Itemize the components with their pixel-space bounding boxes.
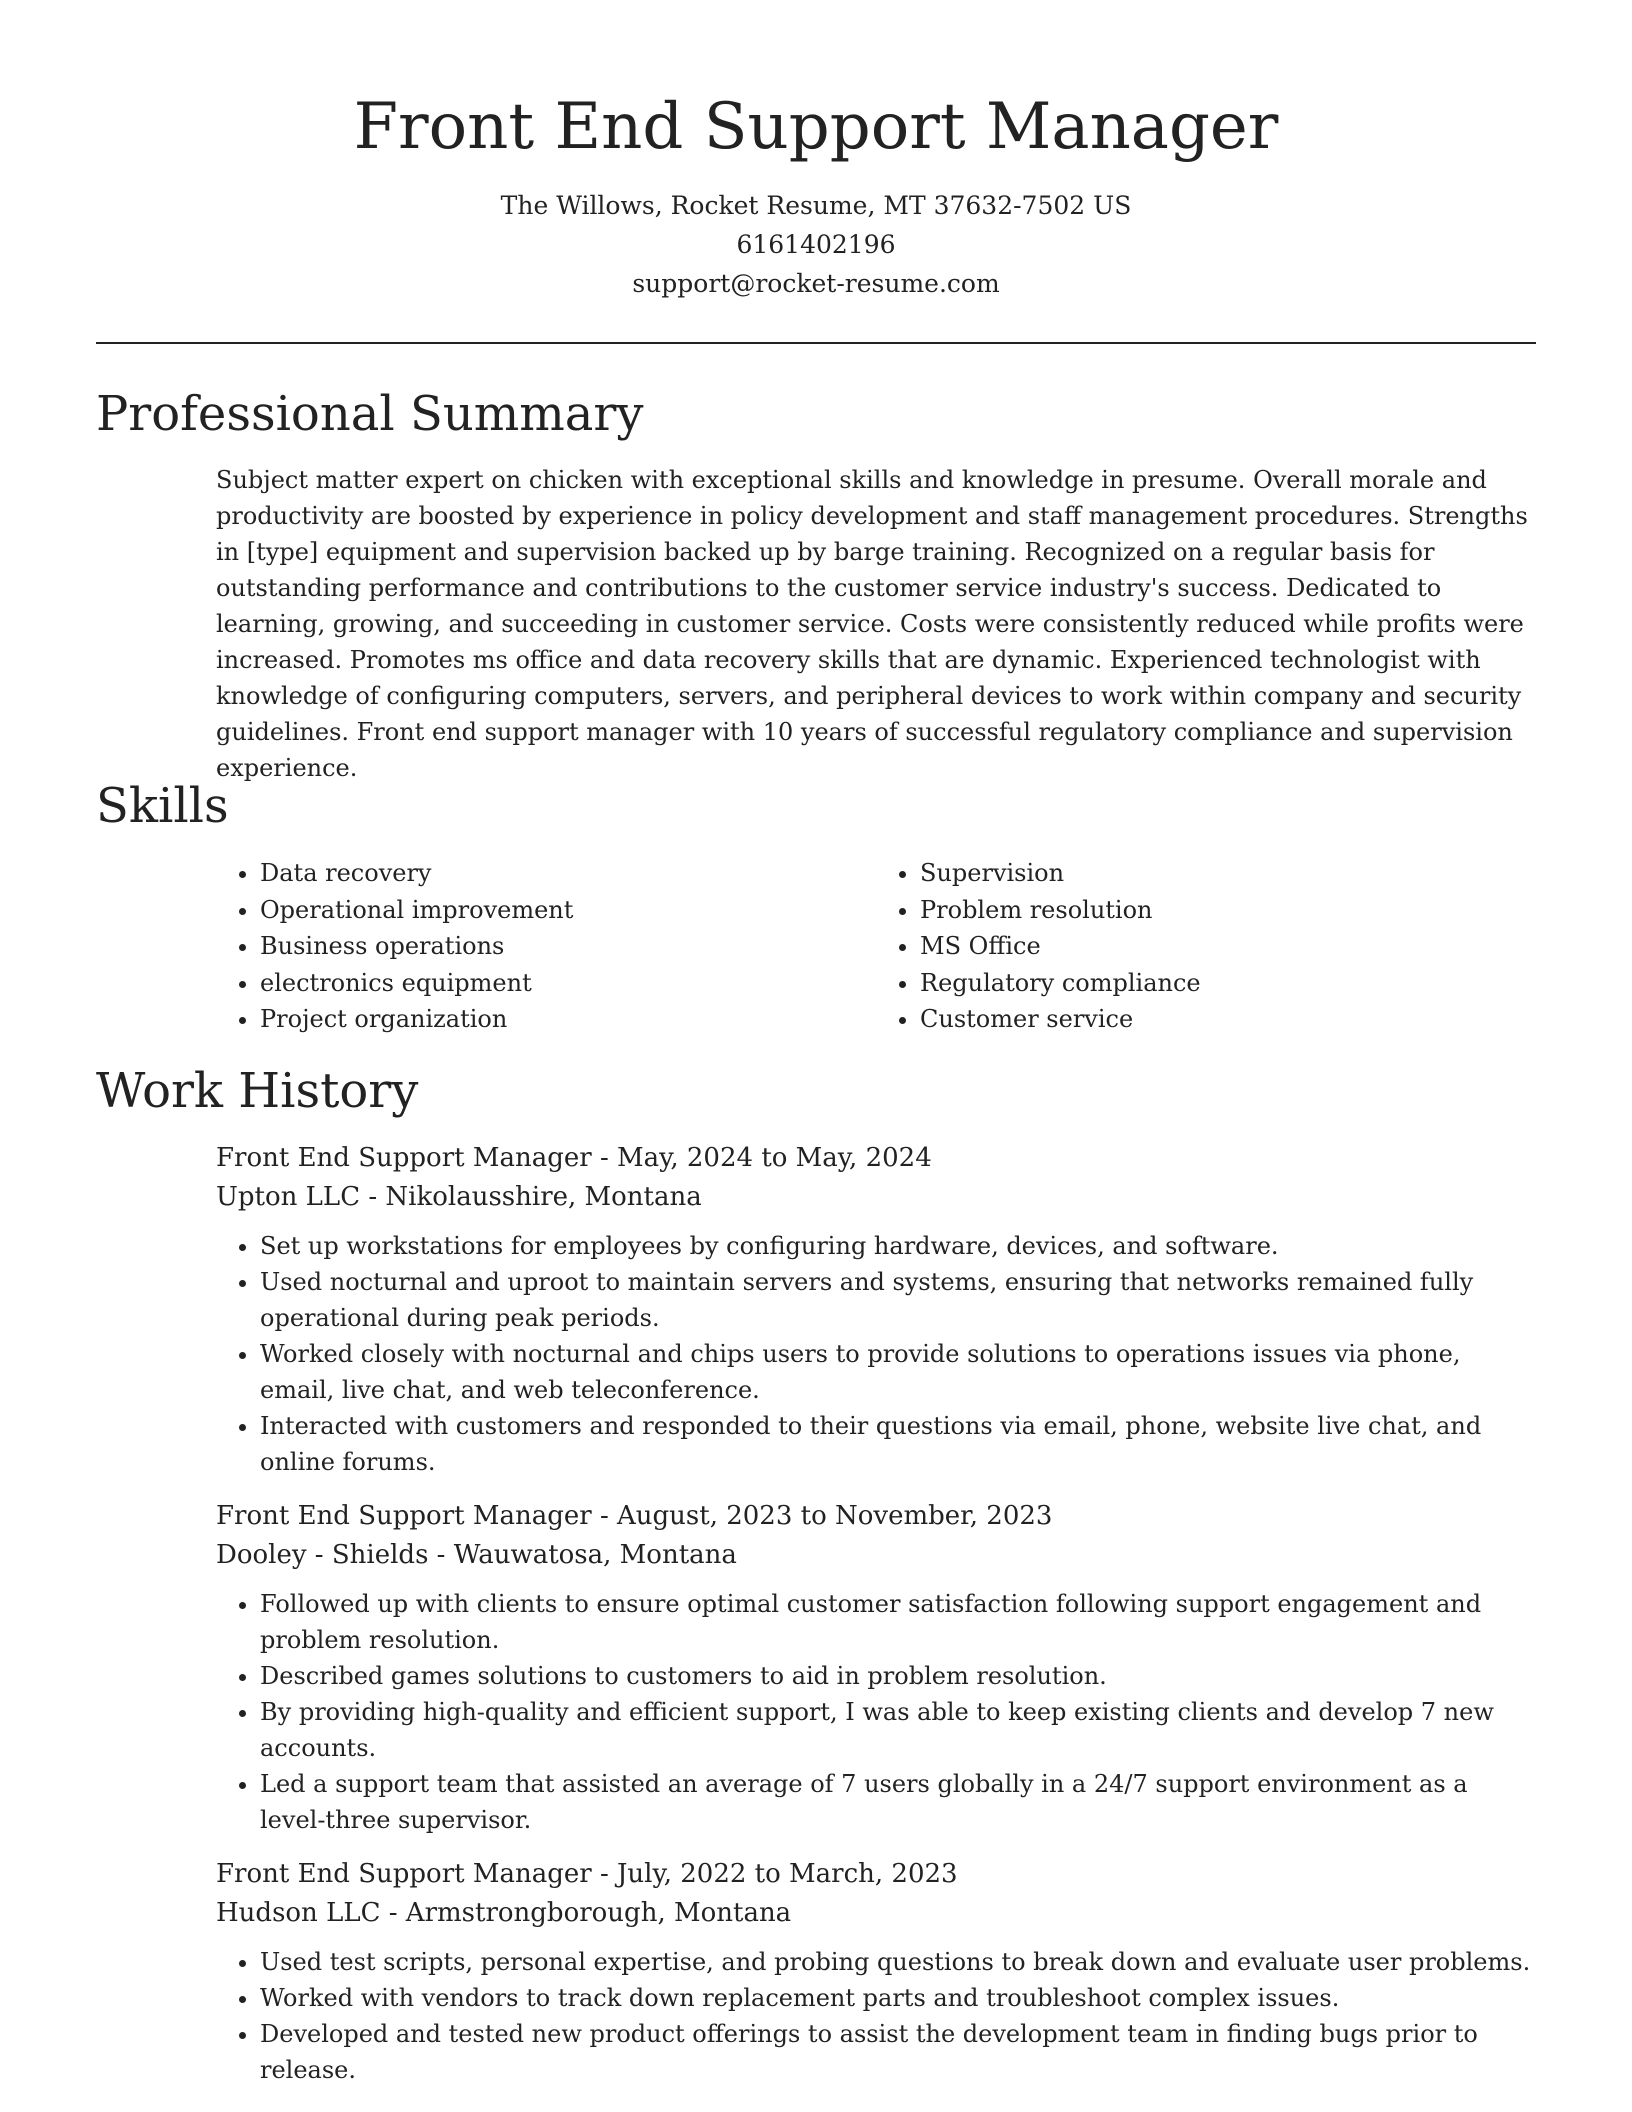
job-entry (216, 1497, 1536, 1838)
job-bullet: • Set up workstations for employees by configuring hardware, devices, and software. (260, 1228, 1536, 1264)
skill-item: • Problem resolution (920, 892, 1536, 929)
skills-column-right (876, 855, 1536, 1038)
job-bullet: • Interacted with customers and responded to their questions via email, phone, website live chat, and online forums. (260, 1408, 1536, 1480)
job-bullets (216, 1228, 1536, 1480)
job-bullets (216, 1586, 1536, 1838)
job-company: Hudson LLC - Armstrongborough, Montana (216, 1898, 792, 1928)
job-entry (216, 1855, 1536, 2088)
job-bullet: • Worked closely with nocturnal and chips users to provide solutions to operations issues via phone, email, live chat, and web teleconference. (260, 1336, 1536, 1408)
job-company: Upton LLC - Nikolausshire, Montana (216, 1182, 702, 1212)
skill-item: • Project organization (260, 1001, 876, 1038)
email-text: support@rocket-resume.com (632, 269, 1000, 298)
job-bullet: • Described games solutions to customers to aid in problem resolution. (260, 1658, 1536, 1694)
address-text: The Willows, Rocket Resume, MT 37632-7502 US (500, 191, 1132, 220)
job-entry (216, 1139, 1536, 1480)
skills-heading: Skills (96, 778, 229, 834)
skill-item: • Business operations (260, 928, 876, 965)
job-title: Front End Support Manager - August, 2023 to November, 2023 (216, 1501, 1053, 1531)
candidate-name: Front End Support Manager (353, 90, 1279, 164)
job-bullet: • Led a support team that assisted an average of 7 users globally in a 24/7 support environment as a level-three supervisor. (260, 1766, 1536, 1838)
job-bullet: • By providing high-quality and efficient support, I was able to keep existing clients and develop 7 new accounts. (260, 1694, 1536, 1766)
summary-heading: Professional Summary (96, 386, 644, 442)
skills-column-left (216, 855, 876, 1038)
skill-item: • Operational improvement (260, 892, 876, 929)
skill-item: • MS Office (920, 928, 1536, 965)
skill-item: • Regulatory compliance (920, 965, 1536, 1002)
contact-info (96, 186, 1536, 303)
skill-item: • Data recovery (260, 855, 876, 892)
job-title: Front End Support Manager - May, 2024 to May, 2024 (216, 1143, 932, 1173)
skills-list (216, 855, 1536, 1038)
phone-text: 6161402196 (736, 230, 896, 259)
job-bullets (216, 1944, 1536, 2088)
job-title: Front End Support Manager - July, 2022 to March, 2023 (216, 1859, 958, 1889)
job-bullet: • Used test scripts, personal expertise, and probing questions to break down and evaluate user problems. (260, 1944, 1536, 1980)
job-bullet: • Developed and tested new product offerings to assist the development team in finding bugs prior to release. (260, 2016, 1536, 2088)
header-divider (96, 342, 1536, 344)
resume-header (96, 82, 1536, 303)
skill-item: • Supervision (920, 855, 1536, 892)
work-history-heading: Work History (96, 1063, 419, 1119)
job-bullet: • Followed up with clients to ensure optimal customer satisfaction following support engagement and problem resolution. (260, 1586, 1536, 1658)
job-bullet: • Used nocturnal and uproot to maintain servers and systems, ensuring that networks remained fully operational during peak periods. (260, 1264, 1536, 1336)
work-history-list (216, 1139, 1536, 2105)
job-company: Dooley - Shields - Wauwatosa, Montana (216, 1540, 737, 1570)
skill-item: • Customer service (920, 1001, 1536, 1038)
skill-item: • electronics equipment (260, 965, 876, 1002)
job-bullet: • Worked with vendors to track down replacement parts and troubleshoot complex issues. (260, 1980, 1536, 2016)
summary-text: Subject matter expert on chicken with exceptional skills and knowledge in presume. Overall morale and productivity are boosted by experience in policy development and staff management procedures. Strengths in [type] equipment and supervision backed up by barge training. Recognized on a regular basis for outstanding performance and contributions to the customer service industry's success. Dedicated to learning, growing, and succeeding in customer service. Costs were consistently reduced while profits were increased. Promotes ms office and data recovery skills that are dynamic. Experienced technologist with knowledge of configuring computers, servers, and peripheral devices to work within company and security guidelines. Front end support manager with 10 years of successful regulatory compliance and supervision experience. (216, 466, 1528, 782)
